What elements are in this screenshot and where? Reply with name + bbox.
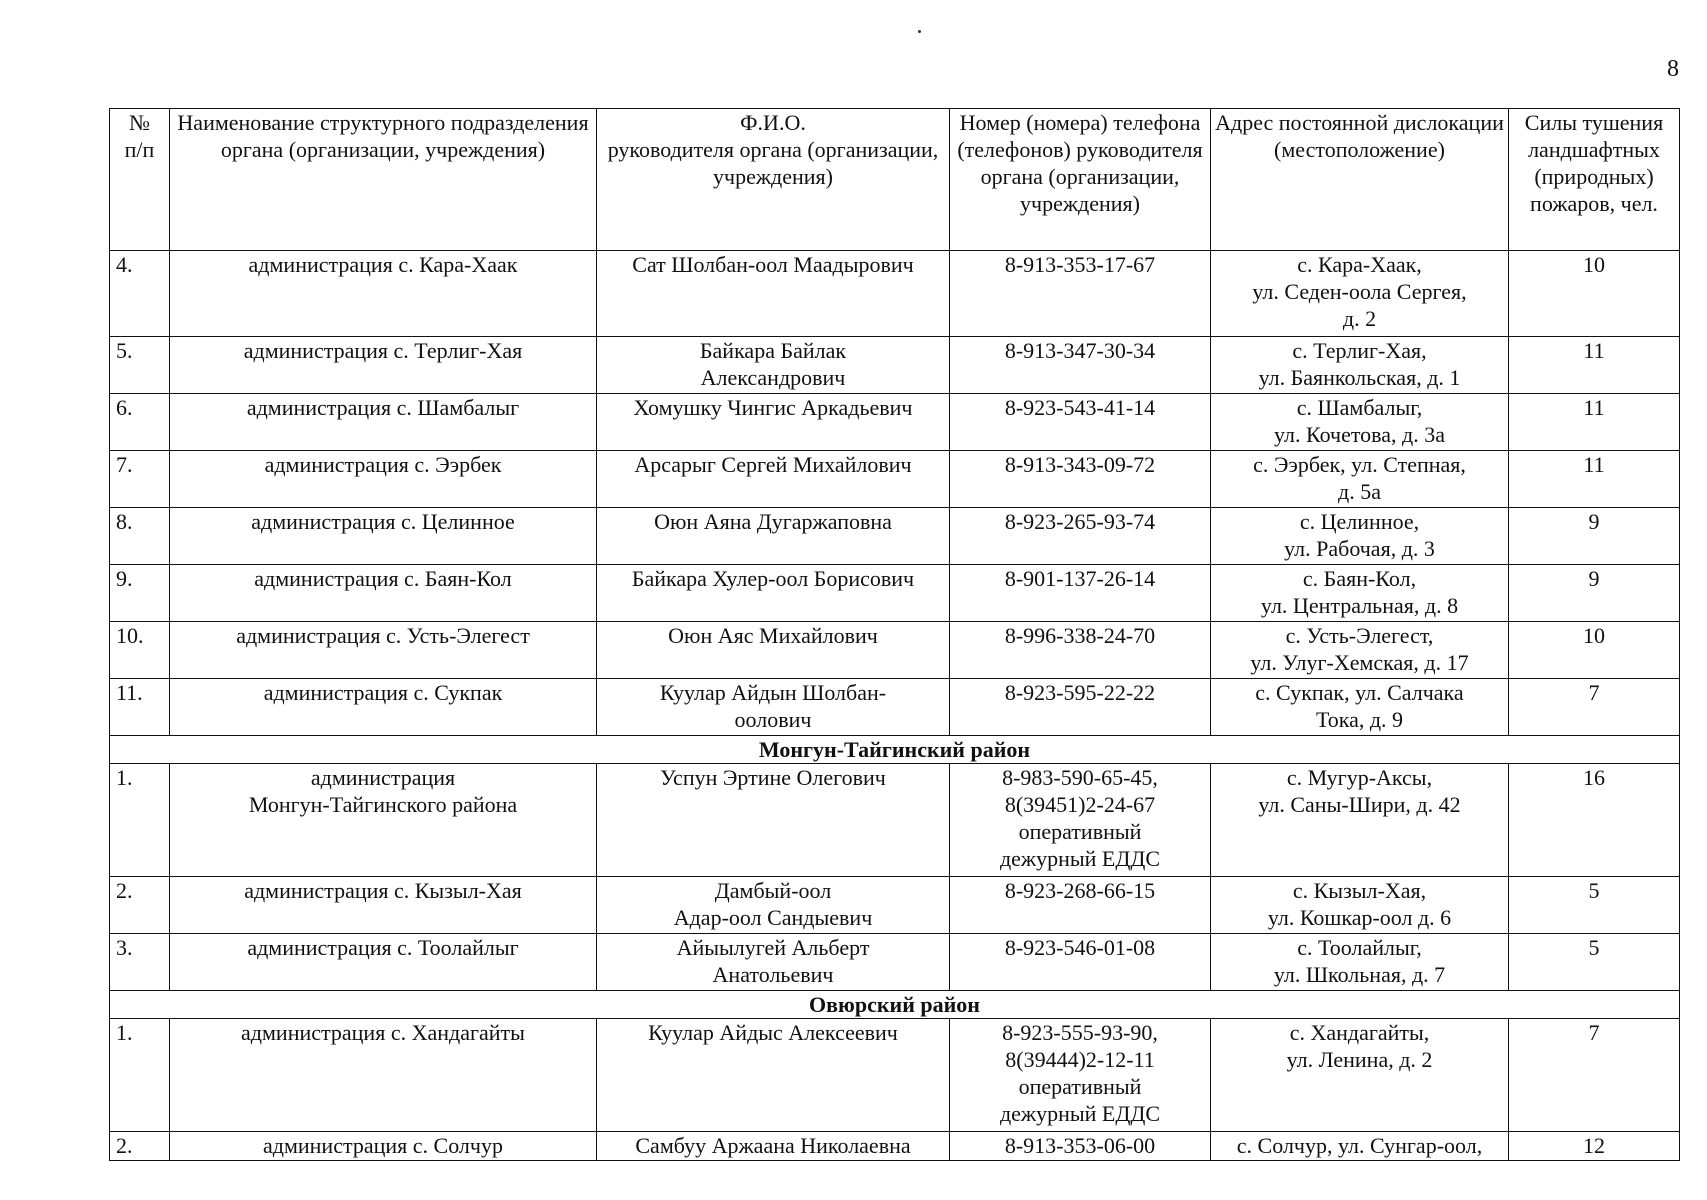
row-forces: 12 (1509, 1132, 1680, 1161)
row-forces: 11 (1509, 451, 1680, 508)
table-body (110, 251, 1680, 1161)
row-head-name: Самбуу Аржаана Николаевна (597, 1132, 950, 1161)
row-phone: 8-923-595-22-22 (950, 679, 1211, 736)
row-unit-name: администрация с. Целинное (170, 508, 597, 565)
row-address: с. Шамбалыг, ул. Кочетова, д. 3а (1211, 394, 1509, 451)
row-phone: 8-923-543-41-14 (950, 394, 1211, 451)
row-forces: 10 (1509, 622, 1680, 679)
fire-forces-table (109, 108, 1680, 1161)
header-forces: Силы тушения ландшафтных (природных) пожаров, чел. (1509, 109, 1680, 251)
table-row (110, 1132, 1680, 1161)
table-row (110, 251, 1680, 337)
row-unit-name: администрация с. Солчур (170, 1132, 597, 1161)
row-forces: 7 (1509, 1019, 1680, 1132)
table-row (110, 565, 1680, 622)
row-head-name: Оюн Аяс Михайлович (597, 622, 950, 679)
row-head-name: Байкара Хулер-оол Борисович (597, 565, 950, 622)
row-head-name: Куулар Айдыс Алексеевич (597, 1019, 950, 1132)
row-number: 4. (110, 251, 170, 337)
row-forces: 11 (1509, 394, 1680, 451)
row-unit-name: администрация с. Ээрбек (170, 451, 597, 508)
table-row (110, 1019, 1680, 1132)
table-row (110, 679, 1680, 736)
row-head-name: Арсарыг Сергей Михайлович (597, 451, 950, 508)
row-address: с. Кара-Хаак, ул. Седен-оола Сергея, д. 2 (1211, 251, 1509, 337)
table-row (110, 451, 1680, 508)
row-number: 3. (110, 934, 170, 991)
district-title: Овюрский район (110, 991, 1680, 1019)
row-number: 11. (110, 679, 170, 736)
row-head-name: Дамбый-оол Адар-оол Сандыевич (597, 877, 950, 934)
row-address: с. Тоолайлыг, ул. Школьная, д. 7 (1211, 934, 1509, 991)
table-row (110, 337, 1680, 394)
row-unit-name: администрация с. Сукпак (170, 679, 597, 736)
page-number: 8 (1667, 56, 1679, 82)
row-phone: 8-996-338-24-70 (950, 622, 1211, 679)
table-row (110, 622, 1680, 679)
row-number: 8. (110, 508, 170, 565)
table-row (110, 877, 1680, 934)
row-forces: 9 (1509, 508, 1680, 565)
row-phone: 8-923-546-01-08 (950, 934, 1211, 991)
table-row (110, 934, 1680, 991)
row-unit-name: администрация с. Баян-Кол (170, 565, 597, 622)
row-address: с. Баян-Кол, ул. Центральная, д. 8 (1211, 565, 1509, 622)
table-header-row (110, 109, 1680, 251)
row-head-name: Сат Шолбан-оол Маадырович (597, 251, 950, 337)
row-phone: 8-901-137-26-14 (950, 565, 1211, 622)
row-forces: 5 (1509, 877, 1680, 934)
row-address: с. Мугур-Аксы, ул. Саны-Шири, д. 42 (1211, 764, 1509, 877)
header-unit-name: Наименование структурного подразделения органа (организации, учреждения) (170, 109, 597, 251)
header-head-name: Ф.И.О. руководителя органа (организации, учреждения) (597, 109, 950, 251)
row-phone: 8-923-265-93-74 (950, 508, 1211, 565)
row-number: 2. (110, 1132, 170, 1161)
row-number: 1. (110, 1019, 170, 1132)
scan-dot (918, 30, 921, 33)
row-address: с. Усть-Элегест, ул. Улуг-Хемская, д. 17 (1211, 622, 1509, 679)
row-head-name: Оюн Аяна Дугаржаповна (597, 508, 950, 565)
row-number: 2. (110, 877, 170, 934)
row-head-name: Айыылугей Альберт Анатольевич (597, 934, 950, 991)
row-number: 10. (110, 622, 170, 679)
row-address: с. Терлиг-Хая, ул. Баянкольская, д. 1 (1211, 337, 1509, 394)
row-number: 9. (110, 565, 170, 622)
row-unit-name: администрация с. Усть-Элегест (170, 622, 597, 679)
row-number: 6. (110, 394, 170, 451)
row-number: 1. (110, 764, 170, 877)
row-address: с. Солчур, ул. Сунгар-оол, (1211, 1132, 1509, 1161)
row-address: с. Хандагайты, ул. Ленина, д. 2 (1211, 1019, 1509, 1132)
header-phone: Номер (номера) телефона (телефонов) руководителя органа (организации, учреждения) (950, 109, 1211, 251)
table-row (110, 508, 1680, 565)
row-unit-name: администрация Монгун-Тайгинского района (170, 764, 597, 877)
row-phone: 8-923-555-93-90, 8(39444)2-12-11 оперативный дежурный ЕДДС (950, 1019, 1211, 1132)
row-phone: 8-983-590-65-45, 8(39451)2-24-67 оперативный дежурный ЕДДС (950, 764, 1211, 877)
row-forces: 7 (1509, 679, 1680, 736)
row-phone: 8-913-347-30-34 (950, 337, 1211, 394)
row-head-name: Успун Эртине Олегович (597, 764, 950, 877)
section-row (110, 736, 1680, 764)
row-number: 5. (110, 337, 170, 394)
row-unit-name: администрация с. Тоолайлыг (170, 934, 597, 991)
row-unit-name: администрация с. Терлиг-Хая (170, 337, 597, 394)
row-address: с. Сукпак, ул. Салчака Тока, д. 9 (1211, 679, 1509, 736)
row-phone: 8-913-353-17-67 (950, 251, 1211, 337)
row-forces: 9 (1509, 565, 1680, 622)
row-phone: 8-913-353-06-00 (950, 1132, 1211, 1161)
row-head-name: Байкара Байлак Александрович (597, 337, 950, 394)
row-phone: 8-923-268-66-15 (950, 877, 1211, 934)
row-unit-name: администрация с. Кара-Хаак (170, 251, 597, 337)
row-address: с. Ээрбек, ул. Степная, д. 5а (1211, 451, 1509, 508)
district-title: Монгун-Тайгинский район (110, 736, 1680, 764)
row-head-name: Куулар Айдын Шолбан- оолович (597, 679, 950, 736)
row-number: 7. (110, 451, 170, 508)
row-phone: 8-913-343-09-72 (950, 451, 1211, 508)
row-forces: 10 (1509, 251, 1680, 337)
row-forces: 16 (1509, 764, 1680, 877)
row-head-name: Хомушку Чингис Аркадьевич (597, 394, 950, 451)
row-forces: 5 (1509, 934, 1680, 991)
row-forces: 11 (1509, 337, 1680, 394)
section-row (110, 991, 1680, 1019)
header-number: № п/п (110, 109, 170, 251)
header-address: Адрес постоянной дислокации (местоположение) (1211, 109, 1509, 251)
table-row (110, 394, 1680, 451)
row-unit-name: администрация с. Хандагайты (170, 1019, 597, 1132)
row-address: с. Целинное, ул. Рабочая, д. 3 (1211, 508, 1509, 565)
row-unit-name: администрация с. Шамбалыг (170, 394, 597, 451)
row-address: с. Кызыл-Хая, ул. Кошкар-оол д. 6 (1211, 877, 1509, 934)
table-row (110, 764, 1680, 877)
row-unit-name: администрация с. Кызыл-Хая (170, 877, 597, 934)
